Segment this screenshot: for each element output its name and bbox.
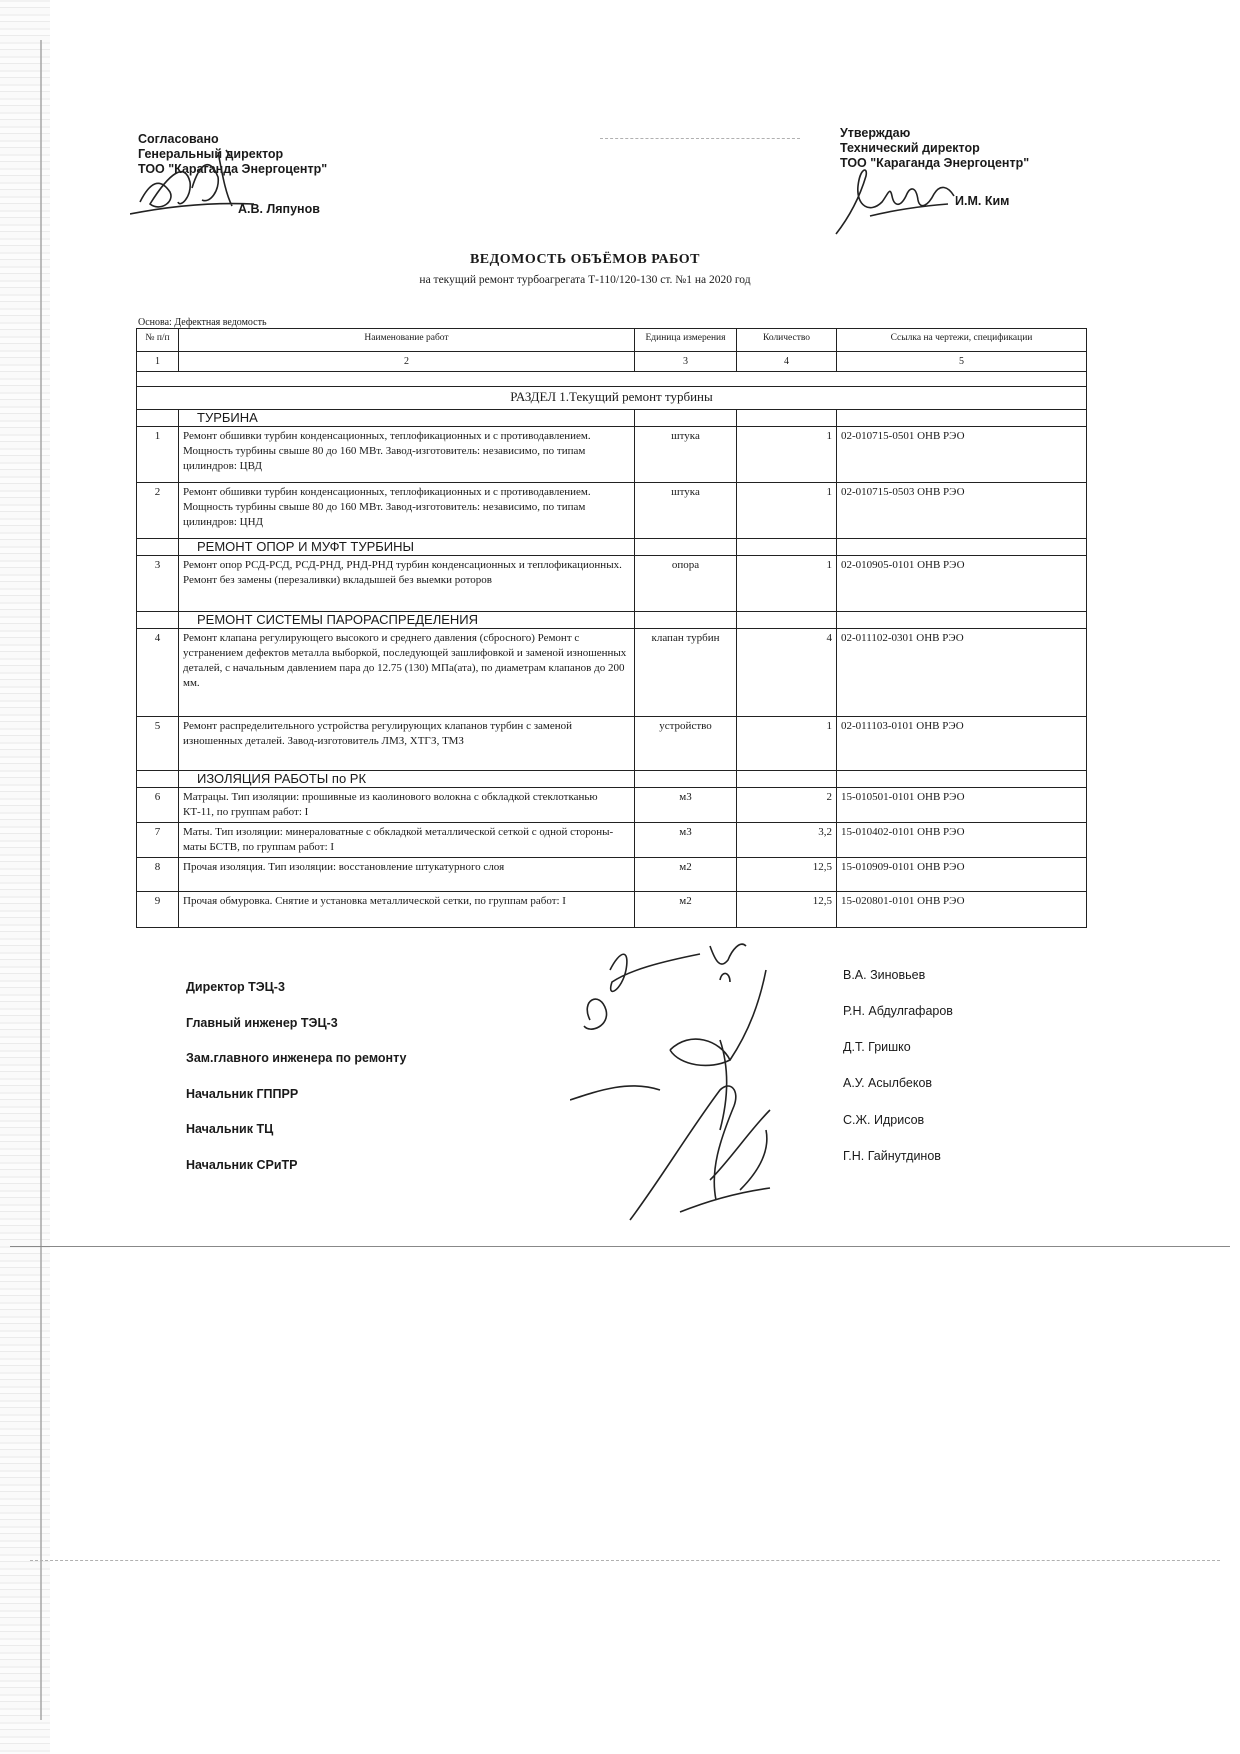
row-unit: штука	[635, 427, 737, 483]
header-num: № п/п	[137, 329, 179, 352]
header-name: Наименование работ	[179, 329, 635, 352]
row-unit: клапан турбин	[635, 629, 737, 717]
approval-left-line2: Генеральный директор	[138, 147, 284, 161]
column-index: 1	[137, 352, 179, 372]
row-ref: 15-010909-0101 ОНВ РЭО	[837, 858, 1087, 892]
row-num: 4	[137, 629, 179, 717]
signatory-name: Д.Т. Гришко	[843, 1040, 911, 1054]
group-title: ТУРБИНА	[179, 410, 635, 427]
document-title: ВЕДОМОСТЬ ОБЪЁМОВ РАБОТ	[469, 252, 701, 267]
row-name: Ремонт обшивки турбин конденсационных, теплофикационных и с противодавлением. Мощность турбины свыше 80 до 160 МВт. Завод-изготовитель: независимо, по типам цилиндров: ЦВД	[179, 427, 635, 483]
signatory-name: С.Ж. Идрисов	[843, 1113, 925, 1127]
row-ref: 15-010501-0101 ОНВ РЭО	[837, 788, 1087, 823]
row-num: 2	[137, 483, 179, 539]
row-qty: 3,2	[737, 823, 837, 858]
signatory-position: Начальник ТЦ	[186, 1122, 274, 1136]
approval-right-line1: Утверждаю	[840, 126, 911, 140]
header-unit: Единица измерения	[635, 329, 737, 352]
row-ref: 02-011103-0101 ОНВ РЭО	[837, 717, 1087, 771]
basis-note: Основа: Дефектная ведомость	[138, 317, 267, 328]
signatory-name: А.У. Асылбеков	[843, 1076, 933, 1090]
row-qty: 1	[737, 427, 837, 483]
row-unit: м3	[635, 788, 737, 823]
signatory-name: Р.Н. Абдулгафаров	[843, 1004, 953, 1018]
approval-right-line2: Технический директор	[840, 141, 980, 155]
approval-left-name: А.В. Ляпунов	[238, 202, 320, 216]
column-index: 3	[635, 352, 737, 372]
row-num: 9	[137, 892, 179, 928]
row-num: 5	[137, 717, 179, 771]
row-unit: устройство	[635, 717, 737, 771]
row-qty: 12,5	[737, 858, 837, 892]
row-unit: м2	[635, 892, 737, 928]
signatory-position: Начальник СРиТР	[186, 1158, 298, 1172]
signatory-position: Зам.главного инженера по ремонту	[186, 1051, 407, 1065]
row-ref: 02-010715-0503 ОНВ РЭО	[837, 483, 1087, 539]
row-num: 3	[137, 556, 179, 612]
row-unit: м2	[635, 858, 737, 892]
signatory-position: Директор ТЭЦ-3	[186, 980, 285, 994]
row-name: Ремонт клапана регулирующего высокого и среднего давления (сбросного) Ремонт с устранением дефектов металла выборкой, последующей зашлифовкой и заменой изношенных деталей, с начальным давлением пара до 12.75 (130) МПа(ата), по диаметрам клапанов до 200 мм.	[179, 629, 635, 717]
group-title: РЕМОНТ ОПОР И МУФТ ТУРБИНЫ	[179, 539, 635, 556]
row-num: 1	[137, 427, 179, 483]
signatory-name: В.А. Зиновьев	[843, 968, 926, 982]
row-qty: 12,5	[737, 892, 837, 928]
row-num: 8	[137, 858, 179, 892]
row-name: Ремонт опор РСД-РСД, РСД-РНД, РНД-РНД турбин конденсационных и теплофикационных. Ремонт без замены (перезаливки) вкладышей без выемки роторов	[179, 556, 635, 612]
row-ref: 02-010715-0501 ОНВ РЭО	[837, 427, 1087, 483]
row-name: Ремонт распределительного устройства регулирующих клапанов турбин с заменой изношенных деталей. Завод-изготовитель ЛМЗ, ХТГЗ, ТМЗ	[179, 717, 635, 771]
row-name: Маты. Тип изоляции: минераловатные с обкладкой металлической сеткой с одной стороны- маты БСТВ, по группам работ: I	[179, 823, 635, 858]
signatory-position: Начальник ГППРР	[186, 1087, 299, 1101]
row-unit: штука	[635, 483, 737, 539]
row-num: 7	[137, 823, 179, 858]
row-name: Ремонт обшивки турбин конденсационных, теплофикационных и с противодавлением. Мощность турбины свыше 80 до 160 МВт. Завод-изготовитель: независимо, по типам цилиндров: ЦНД	[179, 483, 635, 539]
approval-right-name: И.М. Ким	[955, 194, 1010, 208]
column-index: 4	[737, 352, 837, 372]
row-num: 6	[137, 788, 179, 823]
row-ref: 02-010905-0101 ОНВ РЭО	[837, 556, 1087, 612]
row-qty: 1	[737, 717, 837, 771]
row-ref: 15-010402-0101 ОНВ РЭО	[837, 823, 1087, 858]
approval-left-line1: Согласовано	[138, 132, 219, 146]
row-name: Прочая изоляция. Тип изоляции: восстановление штукатурного слоя	[179, 858, 635, 892]
row-qty: 1	[737, 483, 837, 539]
row-qty: 4	[737, 629, 837, 717]
row-unit: м3	[635, 823, 737, 858]
signatory-name: Г.Н. Гайнутдинов	[843, 1149, 941, 1163]
signatory-position: Главный инженер ТЭЦ-3	[186, 1016, 338, 1030]
header-ref: Ссылка на чертежи, спецификации	[837, 329, 1087, 352]
row-ref: 15-020801-0101 ОНВ РЭО	[837, 892, 1087, 928]
row-ref: 02-011102-0301 ОНВ РЭО	[837, 629, 1087, 717]
row-qty: 2	[737, 788, 837, 823]
row-name: Прочая обмуровка. Снятие и установка металлической сетки, по группам работ: I	[179, 892, 635, 928]
signatories-handwritten-signatures	[570, 930, 900, 1230]
approval-left-line3: ТОО "Караганда Энергоцентр"	[138, 162, 328, 176]
approval-right-line3: ТОО "Караганда Энергоцентр"	[840, 156, 1030, 170]
column-index: 5	[837, 352, 1087, 372]
column-index: 2	[179, 352, 635, 372]
row-name: Матрацы. Тип изоляции: прошивные из каолинового волокна с обкладкой стеклотканью КТ-11, по группам работ: I	[179, 788, 635, 823]
section-title: РАЗДЕЛ 1.Текущий ремонт турбины	[137, 387, 1087, 410]
row-qty: 1	[737, 556, 837, 612]
document-subtitle: на текущий ремонт турбоагрегата Т-110/120-130 ст. №1 на 2020 год	[419, 274, 751, 286]
group-title: РЕМОНТ СИСТЕМЫ ПАРОРАСПРЕДЕЛЕНИЯ	[179, 612, 635, 629]
group-title: ИЗОЛЯЦИЯ РАБОТЫ по РК	[179, 771, 635, 788]
row-unit: опора	[635, 556, 737, 612]
header-qty: Количество	[737, 329, 837, 352]
